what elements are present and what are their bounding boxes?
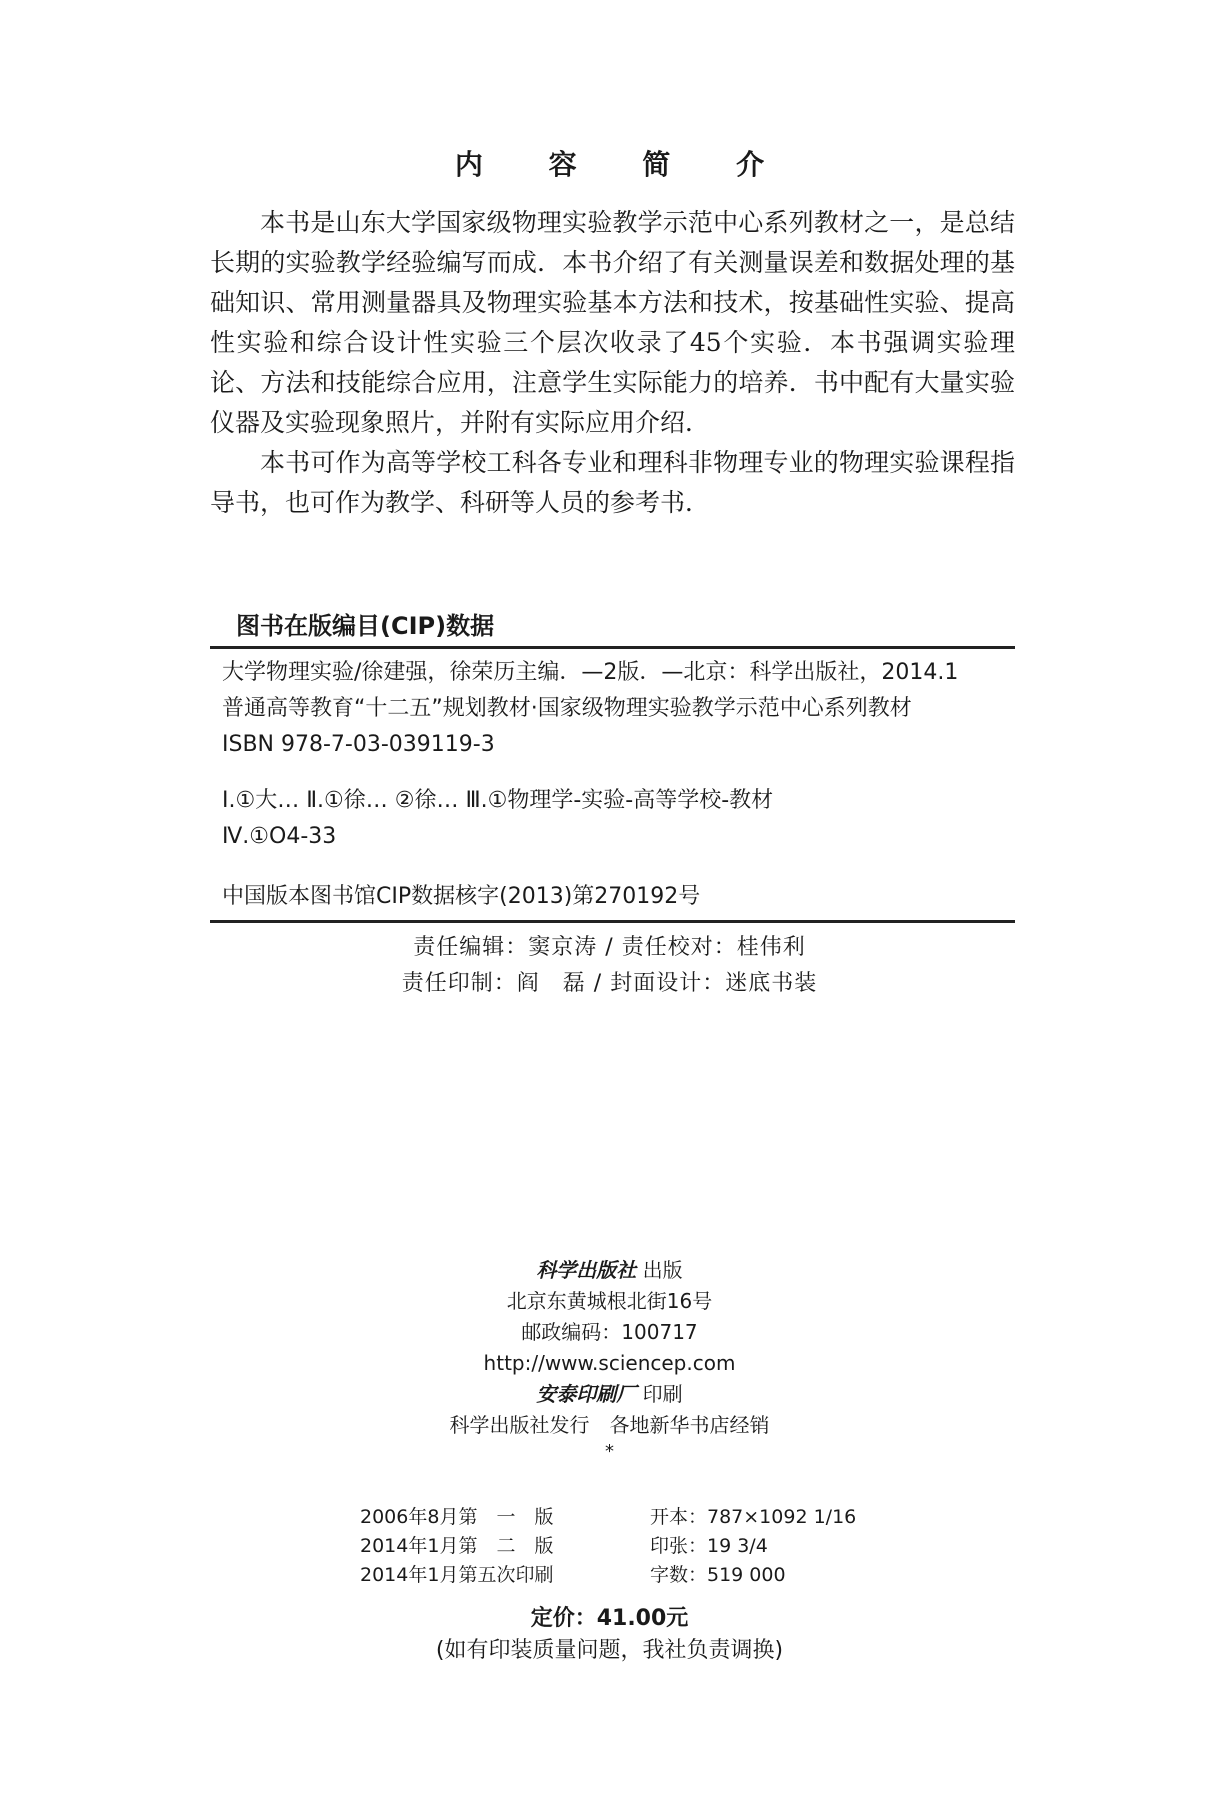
publisher-info — [0, 1255, 1219, 1463]
price-section — [0, 1603, 1219, 1667]
summary-paragraph-1: 本书是山东大学国家级物理实验教学示范中心系列教材之一，是总结长期的实验教学经验编写而成．本书介绍了有关测量误差和数据处理的基础知识、常用测量器具及物理实验基本方法和技术，按基础性实验、提高性实验和综合设计性实验三个层次收录了45个实验．本书强调实验理论、方法和技能综合应用，注意学生实际能力的培养．书中配有大量实验仪器及实验现象照片，并附有实际应用介绍． — [210, 208, 1015, 437]
printer-name: 安泰印刷厂 — [536, 1382, 637, 1406]
separator-asterisk: * — [605, 1441, 614, 1462]
credits-line-editor: 责任编辑：窦京涛 / 责任校对：桂伟利 — [413, 935, 806, 960]
distribution-line: 科学出版社发行 各地新华书店经销 — [449, 1413, 770, 1437]
publisher-suffix: 出版 — [642, 1258, 683, 1282]
publisher-url: http://www.sciencep.com — [483, 1351, 736, 1375]
edition-row — [360, 1561, 880, 1590]
edition-left: 2014年1月第五次印刷 — [360, 1564, 554, 1586]
publisher-address: 北京东黄城根北街16号 — [506, 1289, 713, 1313]
edition-table — [360, 1503, 880, 1590]
publisher-postcode: 邮政编码：100717 — [521, 1320, 698, 1344]
cip-line-series: 普通高等教育“十二五”规划教材·国家级物理实验教学示范中心系列教材 — [222, 696, 912, 721]
cip-record-number — [222, 879, 1017, 915]
edition-row — [360, 1503, 880, 1532]
edition-right: 印张：19 3/4 — [650, 1535, 768, 1557]
cip-top-rule — [210, 646, 1015, 649]
cip-line-isbn: ISBN 978-7-03-039119-3 — [222, 732, 495, 757]
publisher-line — [0, 1255, 1219, 1286]
cip-heading: 图书在版编目(CIP)数据 — [236, 612, 495, 640]
edition-right: 字数：519 000 — [650, 1564, 786, 1586]
summary-section — [210, 203, 1015, 523]
summary-paragraph-2: 本书可作为高等学校工科各专业和理科非物理专业的物理实验课程指导书，也可作为教学、科研等人员的参考书． — [210, 448, 1015, 517]
page-title: 内 容 简 介 — [454, 148, 793, 181]
printer-line — [0, 1379, 1219, 1410]
edition-right: 开本：787×1092 1/16 — [650, 1506, 857, 1528]
cip-catalog-entry — [222, 655, 1017, 763]
credits — [0, 930, 1219, 1002]
credits-line-printing: 责任印制：阎 磊 / 封面设计：迷底书装 — [401, 971, 818, 996]
cip-classification — [222, 783, 1017, 855]
price-label: 定价：41.00元 — [530, 1606, 689, 1631]
cip-line-title: 大学物理实验/徐建强，徐荣历主编．—2版．—北京：科学出版社，2014.1 — [222, 660, 959, 685]
publisher-name: 科学出版社 — [536, 1258, 637, 1282]
cip-line-subjects: Ⅰ.①大… Ⅱ.①徐… ②徐… Ⅲ.①物理学-实验-高等学校-教材 — [222, 788, 774, 813]
printer-suffix: 印刷 — [642, 1382, 683, 1406]
cip-line-record: 中国版本图书馆CIP数据核字(2013)第270192号 — [222, 884, 701, 909]
edition-left: 2006年8月第 一 版 — [360, 1506, 554, 1528]
edition-left: 2014年1月第 二 版 — [360, 1535, 554, 1557]
cip-bottom-rule — [210, 920, 1015, 923]
price-note: (如有印装质量问题，我社负责调换) — [435, 1638, 784, 1663]
cip-line-class-number: Ⅳ.①O4-33 — [222, 824, 337, 849]
edition-row — [360, 1532, 880, 1561]
